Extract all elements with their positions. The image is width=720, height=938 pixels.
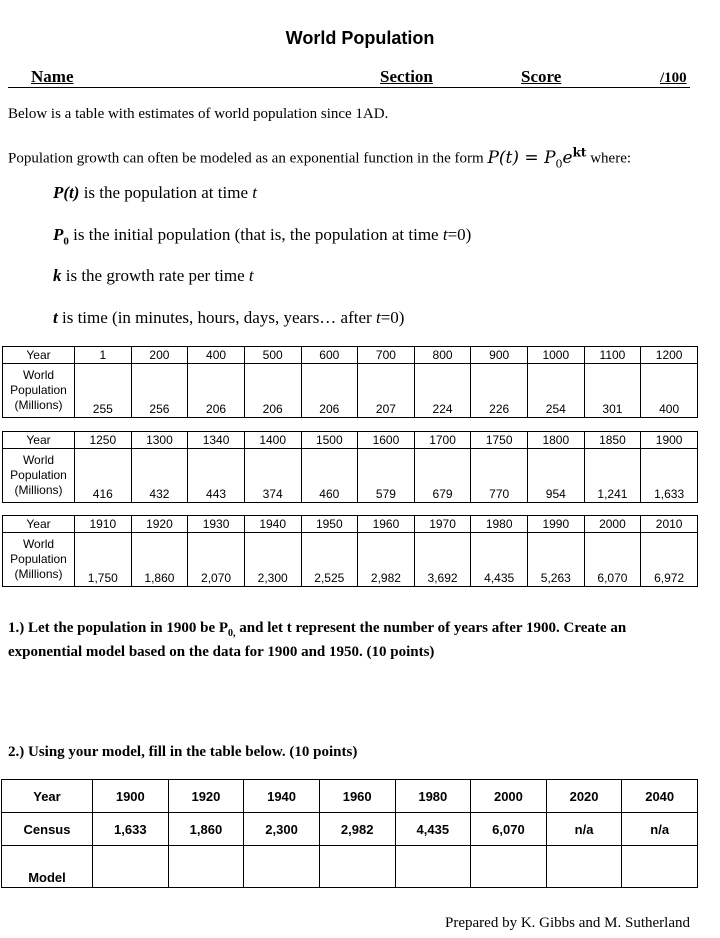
population-cell: 416 [75, 449, 132, 503]
year-cell: 1750 [471, 432, 528, 449]
population-cell: 301 [584, 364, 641, 418]
year-cell: 600 [301, 347, 358, 364]
population-cell: 5,263 [528, 533, 585, 587]
model-census-row [2, 813, 698, 846]
def-t-term: t [53, 308, 58, 327]
model-answer-cell[interactable] [319, 846, 395, 888]
population-row [3, 364, 698, 418]
population-cell: 206 [244, 364, 301, 418]
population-cell: 443 [188, 449, 245, 503]
population-cell: 770 [471, 449, 528, 503]
year-cell: 1200 [641, 347, 698, 364]
year-cell: 400 [188, 347, 245, 364]
pop-label-2: Population [10, 551, 67, 566]
year-label: Year [3, 432, 75, 449]
formula-p: P [544, 147, 556, 168]
year-label: Year [3, 516, 75, 533]
def-p0-end: =0) [447, 225, 472, 244]
year-cell: 1340 [188, 432, 245, 449]
population-cell: 954 [528, 449, 585, 503]
population-cell: 1,241 [584, 449, 641, 503]
year-cell: 1900 [641, 432, 698, 449]
score-label: Score [521, 67, 562, 86]
year-cell: 2000 [584, 516, 641, 533]
def-pt-var: t [252, 183, 257, 202]
year-cell: 1930 [188, 516, 245, 533]
population-cell: 6,972 [641, 533, 698, 587]
year-cell: 1000 [528, 347, 585, 364]
max-score: /100 [660, 70, 687, 86]
q1-text-a: 1.) Let the population in 1900 be P [8, 620, 229, 636]
population-cell: 4,435 [471, 533, 528, 587]
model-census-label: Census [2, 813, 93, 846]
population-cell: 679 [414, 449, 471, 503]
model-year-cell: 1940 [244, 780, 320, 813]
model-year-cell: 2020 [546, 780, 622, 813]
year-cell: 1250 [75, 432, 132, 449]
census-cell: 2,982 [319, 813, 395, 846]
year-cell: 900 [471, 347, 528, 364]
growth-after: where: [586, 150, 632, 167]
formula-e: e [562, 147, 573, 168]
def-p0-sub: 0 [63, 235, 69, 248]
population-cell: 2,982 [358, 533, 415, 587]
population-row [3, 533, 698, 587]
census-cell: 1,633 [93, 813, 169, 846]
page-title: World Population [285, 28, 435, 48]
year-row [3, 347, 698, 364]
year-row [3, 516, 698, 533]
intro-text: Below is a table with estimates of world population since 1AD. [8, 106, 389, 122]
population-cell: 255 [75, 364, 132, 418]
formula-lhs: P(t) [487, 147, 520, 168]
year-cell: 1800 [528, 432, 585, 449]
definition-k [53, 266, 254, 286]
population-cell: 579 [358, 449, 415, 503]
year-cell: 1400 [244, 432, 301, 449]
def-k-var: t [248, 266, 254, 285]
def-k-text: is the growth rate per time [61, 266, 249, 285]
model-year-row [2, 780, 698, 813]
model-answer-cell[interactable] [471, 846, 547, 888]
population-label [3, 364, 75, 418]
model-model-row [2, 846, 698, 888]
population-cell: 3,692 [414, 533, 471, 587]
population-cell: 460 [301, 449, 358, 503]
pop-label-2: Population [10, 382, 67, 397]
year-cell: 800 [414, 347, 471, 364]
growth-formula [487, 145, 587, 171]
population-cell: 374 [244, 449, 301, 503]
model-year-cell: 1920 [168, 780, 244, 813]
year-cell: 500 [244, 347, 301, 364]
population-cell: 6,070 [584, 533, 641, 587]
q1-sub: 0, [228, 628, 236, 639]
def-p0-term: P [53, 225, 64, 244]
model-answer-cell[interactable] [622, 846, 698, 888]
model-table [1, 779, 698, 888]
section-label: Section [380, 67, 433, 86]
year-cell: 1970 [414, 516, 471, 533]
definition-p0 [53, 225, 471, 247]
year-cell: 1700 [414, 432, 471, 449]
census-cell: n/a [546, 813, 622, 846]
population-cell: 2,070 [188, 533, 245, 587]
year-label: Year [3, 347, 75, 364]
year-cell: 1990 [528, 516, 585, 533]
year-cell: 1940 [244, 516, 301, 533]
population-cell: 254 [528, 364, 585, 418]
formula-sub: 0 [555, 157, 563, 171]
q1-text-b: and let t represent the number of years after 1900. Create an exponential model based on the data for 1900 and 1950. (10 points) [8, 620, 627, 660]
pop-label-2: Population [10, 467, 67, 482]
population-table-3 [2, 515, 698, 587]
year-cell: 1850 [584, 432, 641, 449]
def-k-term: k [53, 266, 62, 285]
population-cell: 224 [414, 364, 471, 418]
pop-label-1: World [22, 452, 55, 467]
model-year-label: Year [2, 780, 93, 813]
population-cell: 432 [131, 449, 188, 503]
population-cell: 256 [131, 364, 188, 418]
model-answer-cell[interactable] [93, 846, 169, 888]
model-model-label: Model [2, 846, 93, 888]
year-cell: 1920 [131, 516, 188, 533]
name-label: Name [31, 67, 74, 86]
def-pt-term: P(t) [53, 183, 80, 202]
model-year-cell: 1900 [93, 780, 169, 813]
definition-t [53, 308, 404, 328]
population-label [3, 449, 75, 503]
population-cell: 206 [188, 364, 245, 418]
year-cell: 1500 [301, 432, 358, 449]
population-label [3, 533, 75, 587]
model-year-cell: 1980 [395, 780, 471, 813]
pop-label-3: (Millions) [14, 482, 63, 497]
def-t-text: is time (in minutes, hours, days, years… after [57, 308, 376, 327]
population-cell: 226 [471, 364, 528, 418]
year-cell: 1300 [131, 432, 188, 449]
year-cell: 700 [358, 347, 415, 364]
population-cell: 2,525 [301, 533, 358, 587]
def-t-end: =0) [380, 308, 405, 327]
model-answer-cell[interactable] [168, 846, 244, 888]
growth-lead: Population growth can often be modeled as an exponential function in the form [8, 150, 488, 167]
model-year-cell: 2040 [622, 780, 698, 813]
def-p0-text: is the initial population (that is, the population at time [68, 225, 443, 244]
census-cell: 2,300 [244, 813, 320, 846]
def-p0-var: t [442, 225, 448, 244]
def-pt-text: is the population at time [79, 183, 253, 202]
year-cell: 1950 [301, 516, 358, 533]
census-cell: n/a [622, 813, 698, 846]
pop-label-3: (Millions) [14, 566, 63, 581]
year-cell: 1960 [358, 516, 415, 533]
formula-exp: kt [572, 145, 587, 159]
model-answer-cell[interactable] [395, 846, 471, 888]
pop-label-1: World [22, 536, 55, 551]
year-cell: 200 [131, 347, 188, 364]
population-table-2 [2, 431, 698, 503]
year-row [3, 432, 698, 449]
formula-eq: = [519, 147, 545, 168]
year-cell: 1 [75, 347, 132, 364]
pop-label-3: (Millions) [14, 397, 63, 412]
population-cell: 1,633 [641, 449, 698, 503]
population-cell: 1,860 [131, 533, 188, 587]
population-cell: 206 [301, 364, 358, 418]
model-answer-cell[interactable] [546, 846, 622, 888]
population-cell: 207 [358, 364, 415, 418]
census-cell: 1,860 [168, 813, 244, 846]
year-cell: 1980 [471, 516, 528, 533]
definition-pt [53, 183, 257, 203]
census-cell: 4,435 [395, 813, 471, 846]
footer-credit: Prepared by K. Gibbs and M. Sutherland [445, 915, 690, 931]
model-answer-cell[interactable] [244, 846, 320, 888]
year-cell: 1910 [75, 516, 132, 533]
population-cell: 2,300 [244, 533, 301, 587]
question-2: 2.) Using your model, fill in the table below. (10 points) [8, 744, 358, 760]
population-table-1 [2, 346, 698, 418]
year-cell: 1100 [584, 347, 641, 364]
question-1 [8, 619, 698, 661]
growth-text [8, 145, 631, 170]
population-row [3, 449, 698, 503]
year-cell: 2010 [641, 516, 698, 533]
def-t-var: t [375, 308, 381, 327]
model-year-cell: 2000 [471, 780, 547, 813]
population-cell: 400 [641, 364, 698, 418]
header-underline [8, 87, 690, 88]
population-cell: 1,750 [75, 533, 132, 587]
model-year-cell: 1960 [319, 780, 395, 813]
census-cell: 6,070 [471, 813, 547, 846]
year-cell: 1600 [358, 432, 415, 449]
pop-label-1: World [22, 367, 55, 382]
